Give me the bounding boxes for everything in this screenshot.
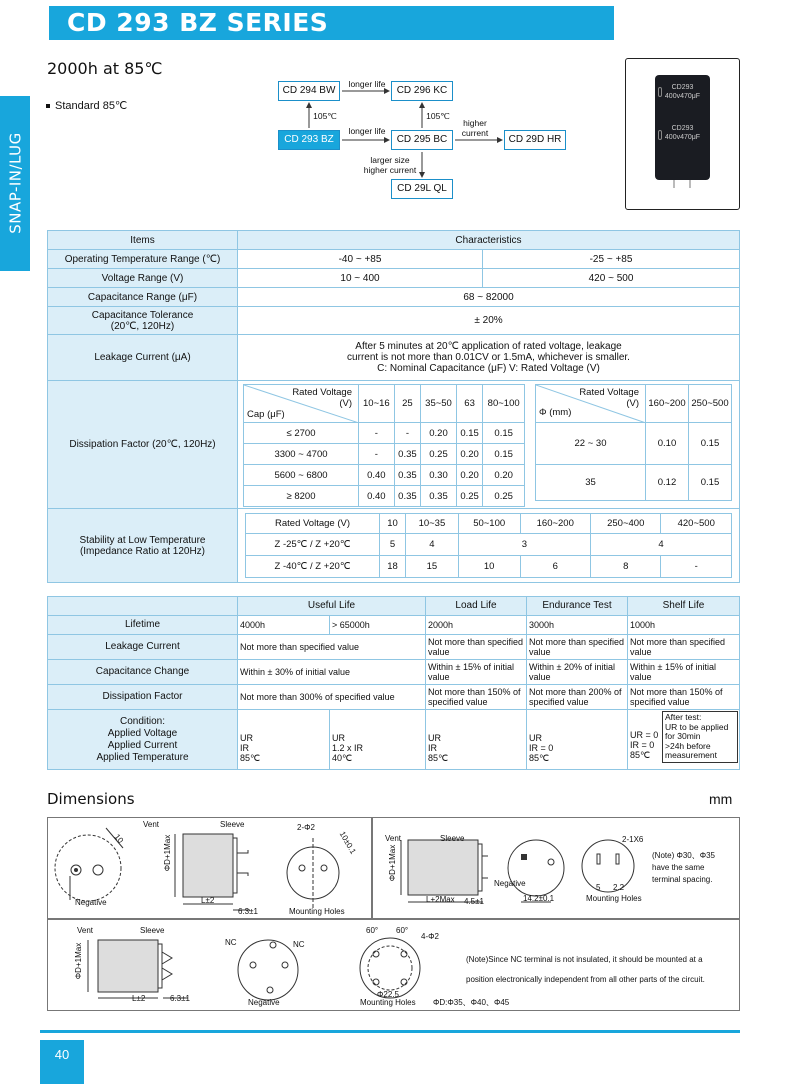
side-tab <box>0 96 30 271</box>
op-temp-label: Operating Temperature Range (℃) <box>48 250 238 269</box>
dimensions-title: Dimensions <box>47 790 135 808</box>
dimensions-unit: mm <box>709 791 733 807</box>
d3-holes: 4-Φ2 <box>421 932 439 941</box>
z2-label: Z -40℃ / Z +20℃ <box>246 556 380 578</box>
d2-holes: 2-1X6 <box>622 835 644 844</box>
photo-rating-1: 400v470μF <box>664 93 701 100</box>
label-longer-life-mid: longer life <box>348 126 386 136</box>
stability-table: Rated Voltage (V) 10 10~35 50~100 160~200 250~400 420~500 Z -25℃ / Z +20℃ 5 4 3 4 Z -40℃ / Z +20℃ 18 15 10 6 8 - <box>245 513 732 578</box>
d2-two: 2.2 <box>613 883 625 892</box>
d2-sleeve: Sleeve <box>440 834 465 843</box>
label-higher: higher <box>463 118 487 128</box>
d1-pin: 6.3±1 <box>238 907 258 916</box>
d2-note: (Note) Φ30、Φ35 have the same terminal spacing. <box>652 851 716 884</box>
d3-negative: Negative <box>248 998 280 1007</box>
d3-p225: Φ22.5 <box>377 990 399 999</box>
box-cd29l: CD 29L QL <box>391 179 453 199</box>
d2-negative: Negative <box>494 879 526 888</box>
d3-l: L±2 <box>132 994 146 1003</box>
stability-label: Stability at Low Temperature (Impedance Ratio at 120Hz) <box>48 509 238 583</box>
voltage-label: Voltage Range (V) <box>48 269 238 288</box>
d1-ten: 10 <box>112 832 126 845</box>
df-cap-label: Cap (μF) <box>247 409 285 420</box>
label-current: current <box>461 128 489 138</box>
leakage-label: Leakage Current (μA) <box>48 335 238 381</box>
d1-mount: Mounting Holes <box>289 907 345 916</box>
h-characteristics: Characteristics <box>238 231 740 250</box>
side-tab-label: SNAP-IN/LUG <box>6 132 25 234</box>
d2-mount: Mounting Holes <box>586 894 642 903</box>
series-title: CD 293 BZ SERIES <box>67 8 329 37</box>
standard-bullet: Standard 85℃ <box>46 99 127 112</box>
voltage-a: 10 ~ 400 <box>238 269 483 288</box>
d1-holes: 2-Φ2 <box>297 823 315 832</box>
label-105-right: 105℃ <box>426 111 450 121</box>
tolerance-value: ± 20% <box>238 307 740 335</box>
df-table-high: Rated Voltage (V) Φ (mm) 160~200 250~500 22 ~ 30 0.10 0.15 35 0.12 0.15 <box>535 384 732 501</box>
d3-phi: ΦD+1Max <box>74 942 84 980</box>
product-photo <box>625 58 740 210</box>
box-cd296: CD 296 KC <box>391 81 453 101</box>
df-rv-label: Rated Voltage <box>292 387 352 398</box>
label-larger-size: larger size <box>370 155 410 165</box>
label-105-left: 105℃ <box>313 111 337 121</box>
dimension-drawing-2 <box>372 817 740 919</box>
d3-sleeve: Sleeve <box>140 926 165 935</box>
d2-five: 5 <box>596 883 601 892</box>
d3-pin: 6.3±1 <box>170 994 190 1003</box>
photo-rating-2: 400v470μF <box>664 134 701 141</box>
d3-mount: Mounting Holes <box>360 998 416 1007</box>
d1-phi: ΦD+1Max <box>163 834 173 872</box>
op-temp-b: -25 ~ +85 <box>483 250 740 269</box>
d3-note: (Note)Since NC terminal is not insulated, it should be mounted at a position electronically independent from all other parts of the circuit. <box>466 955 705 984</box>
photo-label-2: CD293 <box>671 125 694 132</box>
d1-l: L±2 <box>201 896 215 905</box>
d3-deg1: 60° <box>366 926 379 935</box>
d2-spacing: 14.2±0.1 <box>523 894 555 903</box>
d1-ten2: 10±0.1 <box>337 829 358 856</box>
photo-label-1: CD293 <box>671 84 694 91</box>
op-temp-a: -40 ~ +85 <box>238 250 483 269</box>
d2-pin: 4.5±1 <box>464 897 484 906</box>
cap-range-label: Capacitance Range (μF) <box>48 288 238 307</box>
box-cd294: CD 294 BW <box>278 81 340 101</box>
voltage-b: 420 ~ 500 <box>483 269 740 288</box>
cap-range-value: 68 ~ 82000 <box>238 288 740 307</box>
label-longer-life-top: longer life <box>348 79 386 89</box>
h-items: Items <box>48 231 238 250</box>
df-phi-label: Φ (mm) <box>539 407 572 418</box>
footer-rule <box>40 1030 740 1033</box>
df-table-low: Rated Voltage (V) Cap (μF) 10~16 25 35~50 63 80~100 ≤ 2700 - - 0.20 0.15 0.15 3300 ~ 4700 - 0.35 0.25 0.20 0.15 5600 ~ 6800 0.40 0.35 0.30 0.20 0.20 ≥ 8200 0.40 0.35 0.35 0.25 0.25 <box>243 384 525 507</box>
z1-label: Z -25℃ / Z +20℃ <box>246 534 380 556</box>
d3-deg2: 60° <box>396 926 409 935</box>
d2-vent: Vent <box>385 834 402 843</box>
label-higher-current: higher current <box>363 165 417 175</box>
flow-arrows <box>270 80 520 190</box>
leakage-value: After 5 minutes at 20℃ application of rated voltage, leakage current is not more than 0.01CV or 1.5mA, whichever is smaller. C: Nominal Capacitance (μF) V: Rated Voltage (V) <box>238 335 740 381</box>
d3-nc1: NC <box>225 938 237 947</box>
subtitle: 2000h at 85℃ <box>47 59 163 78</box>
capacitor-image <box>655 75 710 180</box>
box-cd293: CD 293 BZ <box>278 130 340 150</box>
d3-sizes: ΦD:Φ35、Φ40、Φ45 <box>433 998 510 1007</box>
d3-nc2: NC <box>293 940 305 949</box>
box-cd29d: CD 29D HR <box>504 130 566 150</box>
page-number: 40 <box>40 1040 84 1084</box>
life-test-table: Useful Life Load Life Endurance Test Shelf Life Lifetime 4000h > 65000h 2000h 3000h 1000h Leakage Current Not more than specified value Not more than specified value Not more than specified value Not more than specified value Capacitance Change Within ± 30% of initial value Within ± 15% of initial value Within ± 20% of initial value Within ± 15% of initial value Dissipation Factor Not more than 300% of specified value Not more than 150% of specified value Not more than 200% of specified value Not more than 150% of specified value Condition: Applied Voltage Applied Current Applied Temperature UR IR 85℃ UR 1.2 x IR 40℃ UR IR 85℃ UR IR = 0 85℃ UR = 0 IR = 0 85℃ After test: UR to be applied for 30min >24h before measurement <box>47 596 740 770</box>
d2-phi: ΦD+1Max <box>388 844 398 882</box>
d1-sleeve: Sleeve <box>220 820 245 829</box>
tolerance-label: Capacitance Tolerance (20℃, 120Hz) <box>48 307 238 335</box>
box-cd295: CD 295 BC <box>391 130 453 150</box>
d1-vent: Vent <box>143 820 160 829</box>
df-label: Dissipation Factor (20℃, 120Hz) <box>48 381 238 509</box>
dimension-drawing-3 <box>47 919 740 1011</box>
d1-negative: Negative <box>75 898 107 907</box>
d2-l: L+2Max <box>426 895 455 904</box>
series-header <box>49 6 614 40</box>
dimension-drawing-1 <box>47 817 372 919</box>
d3-vent: Vent <box>77 926 94 935</box>
